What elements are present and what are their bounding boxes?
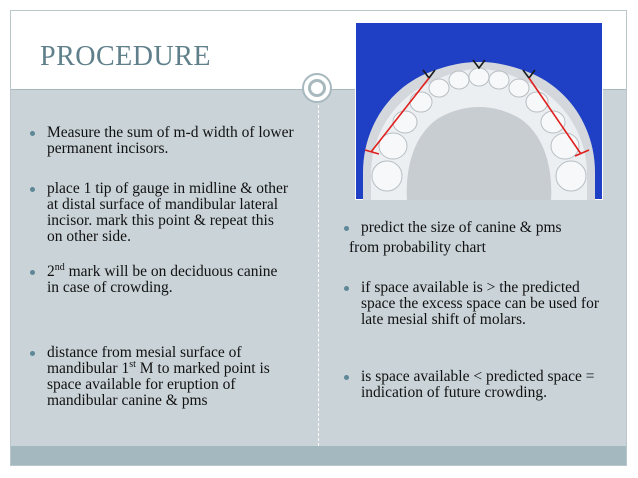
list-item <box>47 125 297 157</box>
list-item <box>47 345 292 409</box>
tooth <box>393 111 417 133</box>
tooth <box>372 161 402 191</box>
bullet-text-start: distance from mesial surface of mandibular 1 <box>47 344 242 377</box>
tooth <box>410 92 432 112</box>
tooth <box>489 71 509 89</box>
bullet-text: if space available is > the predicted space the excess space can be used for late mesial shift of molars. <box>361 279 599 328</box>
bullet-text: is space available < predicted space = indication of future crowding. <box>361 368 595 401</box>
bullet-text: Measure the sum of m-d width of lower permanent incisors. <box>47 124 294 157</box>
tooth <box>556 161 586 191</box>
round-bullet-icon <box>344 375 349 380</box>
bullet-text-end: mark will be on deciduous canine in case of crowding. <box>47 263 278 296</box>
list-item <box>47 181 292 245</box>
bullet-text-end: M to marked point is space available for eruption of mandibular canine & pms <box>47 360 270 409</box>
bullet-text: predict the size of canine & pms <box>361 219 562 236</box>
continuation-text: from probability chart <box>349 239 486 256</box>
tooth <box>509 79 529 97</box>
bullet-text: place 1 tip of gauge in midline & other at distal surface of mandibular lateral incisor. mark this point & repeat this on other side. <box>47 180 289 245</box>
list-item <box>361 220 611 236</box>
round-bullet-icon <box>344 226 349 231</box>
round-bullet-icon <box>30 187 35 192</box>
round-bullet-icon <box>30 351 35 356</box>
round-bullet-icon <box>344 286 349 291</box>
list-item <box>361 369 611 401</box>
list-item <box>47 261 292 296</box>
slide-title: PROCEDURE <box>40 41 211 72</box>
superscript: nd <box>54 261 65 273</box>
circle-ornament-inner <box>308 79 326 97</box>
superscript: st <box>129 358 136 370</box>
round-bullet-icon <box>30 270 35 275</box>
tooth <box>429 79 449 97</box>
round-bullet-icon <box>30 131 35 136</box>
tooth <box>449 71 469 89</box>
tooth <box>469 68 489 86</box>
circle-ornament-icon <box>302 73 332 103</box>
bullet-text-start: 2 <box>47 263 55 280</box>
column-divider <box>318 100 319 446</box>
dental-cast-photo <box>355 22 603 200</box>
list-item <box>361 280 611 328</box>
